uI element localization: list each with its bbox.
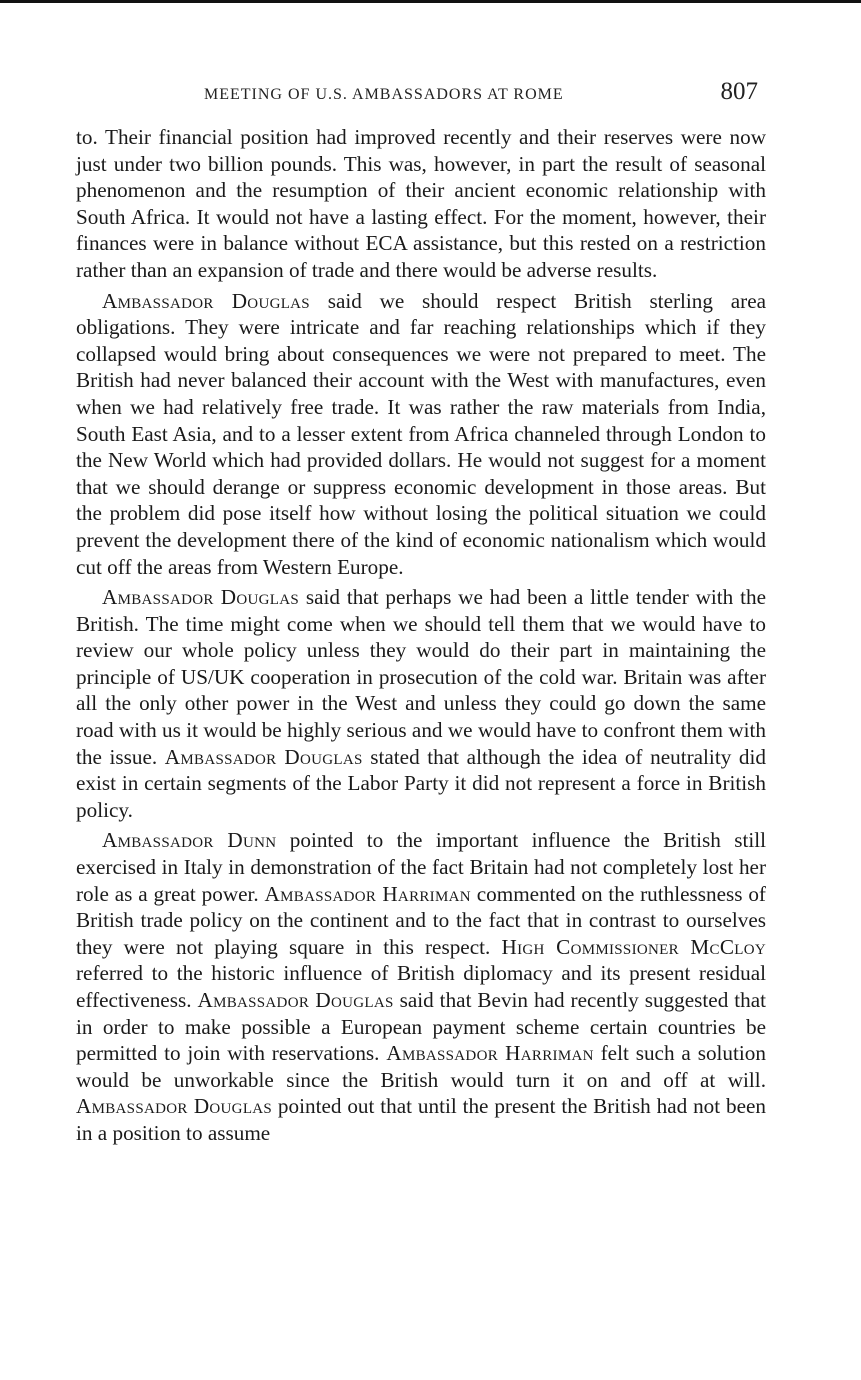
paragraph-text: referred to the historic influence of British diplomacy and its present residual effectiveness.: [76, 961, 766, 1012]
page-number: 807: [720, 78, 758, 105]
speaker-name: Ambassador Douglas: [164, 744, 363, 769]
paragraph-text: said we should respect British sterling area obligations. They were intricate and far reaching relationships which if they collapsed would bring about consequences we were not prepared to meet. The British had never balanced their account with the West with manufactures, even when we had relatively free trade. It was rather the raw materials from India, South East Asia, and to a lesser extent from Africa channeled through London to the New World which had provided dollars. He would not suggest for a moment that we should derange or suppress economic development in those areas. But the problem did pose itself how without losing the political situation we could prevent the development there of the kind of economic nationalism which would cut off the areas from Western Europe.: [76, 288, 767, 579]
speaker-name: Ambassador Harriman: [386, 1041, 594, 1066]
speaker-name: Ambassador Douglas: [76, 1094, 273, 1119]
speaker-name: High Commissioner McCloy: [501, 934, 766, 959]
running-head: [76, 78, 766, 118]
paragraph-2: [76, 288, 766, 581]
top-border-rule: [0, 0, 861, 3]
paragraph-text: stated that although the idea of neutrality did exist in certain segments of the Labor Party it did not represent a force in British policy.: [76, 744, 766, 822]
paragraph-text: said that Bevin had recently suggested that in order to make possible a European payment scheme certain countries be permitted to join with reservations.: [76, 988, 767, 1066]
paragraph-text: pointed out that until the present the British had not been in a position to assume: [76, 1094, 767, 1145]
paragraph-3: [76, 584, 766, 823]
speaker-name: Ambassador Douglas: [102, 288, 310, 313]
paragraph-text: pointed to the important influence the British still exercised in Italy in demonstration of the fact Britain had not completely lost her role as a great power.: [76, 828, 766, 906]
speaker-name: Ambassador Dunn: [102, 828, 277, 853]
speaker-name: Ambassador Douglas: [102, 585, 300, 610]
speaker-name: Ambassador Douglas: [197, 988, 394, 1012]
paragraph-text: commented on the ruthlessness of British trade policy on the continent and to the fact that in contrast to ourselves they were not playing square in this respect.: [76, 881, 766, 959]
paragraph-text: said that perhaps we had been a little tender with the British. The time might come when we should tell them that we would have to review our whole policy unless they would do their part in maintaining the principle of US/UK cooperation in prosecution of the cold war. Britain was after all the only other power in the West and unless they could go down the same road with us it would be highly serious and we would have to confront them with the issue.: [76, 585, 766, 769]
speaker-name: Ambassador Harriman: [264, 881, 471, 906]
paragraph-4: [76, 827, 766, 1146]
paragraph-text: to. Their financial position had improved recently and their reserves were now just under two billion pounds. This was, however, in part the result of seasonal phenomenon and the resumption of their ancient economic relationship with South Africa. It would not have a lasting effect. For the moment, however, their finances were in balance without ECA assistance, but this rested on a restriction rather than an expansion of trade and there would be adverse results.: [76, 125, 766, 282]
body-text: [76, 124, 766, 1151]
paragraph-text: felt such a solution would be unworkable since the British would turn it on and off at will.: [76, 1041, 766, 1092]
running-head-title: MEETING OF U.S. AMBASSADORS AT ROME: [204, 86, 564, 103]
paragraph-1: [76, 124, 766, 284]
